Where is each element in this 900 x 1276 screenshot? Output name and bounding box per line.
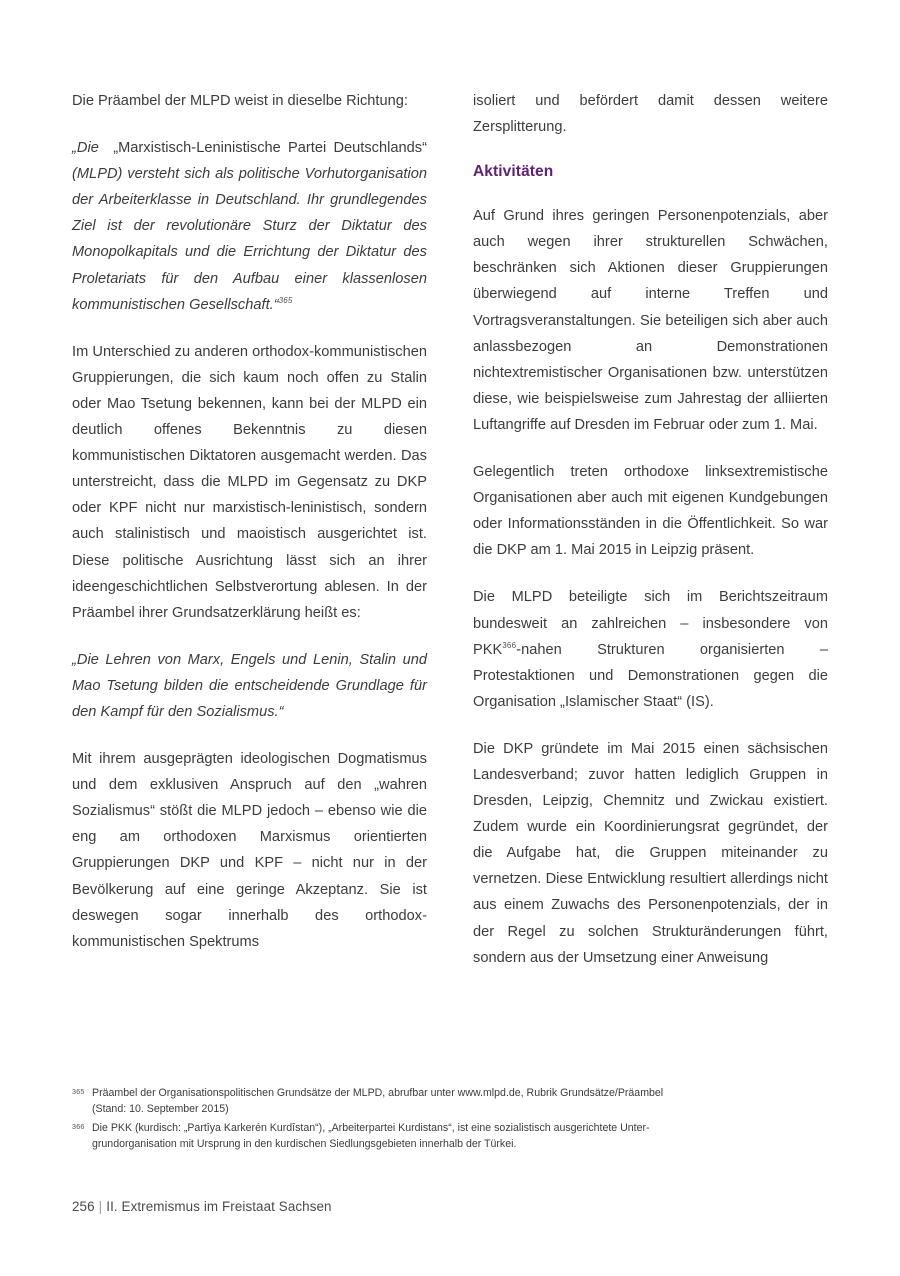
page-number: 256 <box>72 1199 95 1214</box>
paragraph-mlpd-preamble-quote <box>72 135 427 318</box>
quote-open-die: „Die <box>72 140 99 157</box>
footnote-365 <box>72 1086 832 1117</box>
quote-body: (MLPD) versteht sich als politische Vorhutorganisation der Arbeiterklasse in Deutschland. Ihr grundlegendes Ziel ist der revolutionäre Sturz der Diktatur des Monopolkapitals und die Errichtung der Diktatur des Proletariats für den Aufbau einer klassenlosen kommunistischen Gesellschaft.“ <box>72 166 427 313</box>
paragraph-orthodox-comparison: Im Unterschied zu anderen orthodox-kommunistischen Gruppierungen, die sich kaum noch offen zu Stalin oder Mao Tsetung bekennen, kann bei der MLPD ein deutlich offenes Bekenntnis zu diesen kommunistischen Diktatoren ausgemacht werden. Das unterstreicht, dass die MLPD im Gegensatz zu DKP oder KPF nicht nur marxistisch-leninistisch, sondern auch stalinistisch und maoistisch ausgerichtet ist. Diese politische Ausrichtung lässt sich an ihrer ideengeschichtlichen Selbstverortung ablesen. In der Präambel ihrer Grundsatzerklärung heißt es: <box>72 343 427 621</box>
two-column-body <box>72 88 828 1048</box>
footnote-366-line-2: grundorganisation mit Ursprung in den kurdischen Siedlungsgebieten innerhalb der Türkei. <box>92 1137 517 1150</box>
paragraph-dkp-landesverband: Die DKP gründete im Mai 2015 einen sächsischen Landesverband; zuvor hatten lediglich Gruppen in Dresden, Leipzig, Chemnitz und Zwickau existiert. Zudem wurde ein Koordinierungsrat gegründet, der die Aufgabe hat, die Gruppen miteinander zu vernetzen. Diese Entwicklung resultiert allerdings nicht aus einem Zuwachs des Personenpotenzials, der in der Regel zu solchen Strukturänderungen führt, sondern aus der Umsetzung einer Anweisung <box>473 740 828 966</box>
quote-party-name: „Marxistisch-Leninistische Partei Deutschlands“ <box>113 140 427 157</box>
footer-chapter-title: II. Extremismus im Freistaat Sachsen <box>106 1199 332 1214</box>
paragraph-zersplitterung: isoliert und befördert damit dessen weitere Zersplitterung. <box>473 93 828 136</box>
footnotes-block <box>72 1086 832 1156</box>
footnote-365-line-2: (Stand: 10. September 2015) <box>92 1102 229 1115</box>
right-column <box>473 88 828 1048</box>
paragraph-personenpotenzial: Auf Grund ihres geringen Personenpotenzials, aber auch wegen ihrer strukturellen Schwächen, beschränken sich Aktionen dieser Gruppierungen überwiegend auf interne Treffen und Vortragsveranstaltungen. Sie beteiligen sich aber auch anlassbezogen an Demonstrationen nichtextremistischer Organisationen bzw. unterstützen diese, wie beispielsweise zum Jahrestag der alliierten Luftangriffe auf Dresden im Februar oder zum 1. Mai. <box>473 208 828 433</box>
footnote-366-line-1: Die PKK (kurdisch: „Partîya Karkerén Kurdîstan“), „Arbeiterpartei Kurdistans“, ist eine sozialistisch ausgerichtete Unter- <box>92 1122 650 1135</box>
pkk-sentence-part1: Die MLPD beteiligte sich im Berichtszeitraum bundesweit an zahlreichen – insbesondere von PKK <box>473 589 828 658</box>
paragraph-kundgebungen: Gelegentlich treten orthodoxe linksextremistische Organisationen aber auch mit eigenen Kundgebungen oder Informationsständen in die Öffentlichkeit. So war die DKP am 1. Mai 2015 in Leipzig präsent. <box>473 464 828 559</box>
footnote-number-365: 365 <box>72 1087 85 1096</box>
footnote-marker-366: 366 <box>502 640 517 650</box>
footnote-marker-365: 365 <box>278 295 293 305</box>
page-footer <box>72 1198 332 1216</box>
paragraph-intro: Die Präambel der MLPD weist in dieselbe Richtung: <box>72 93 408 109</box>
footnote-number-366: 366 <box>72 1122 85 1132</box>
paragraph-grundsatzerklaerung-quote: „Die Lehren von Marx, Engels und Lenin, Stalin und Mao Tsetung bilden die entscheidende Grundlage für den Kampf für den Sozialismus.“ <box>72 651 427 720</box>
section-heading-aktivitaeten: Aktivitäten <box>473 163 554 181</box>
paragraph-mlpd-protestaktionen <box>473 584 828 714</box>
footnote-366 <box>72 1121 832 1152</box>
footer-separator: | <box>98 1199 103 1214</box>
paragraph-dogmatismus: Mit ihrem ausgeprägten ideologischen Dogmatismus und dem exklusiven Anspruch auf den „wahren Sozialismus“ stößt die MLPD jedoch – ebenso wie die eng am orthodoxen Marxismus orientierten Gruppierungen DKP und KPF – nicht nur in der Bevölkerung auf eine geringe Akzeptanz. Sie ist deswegen sogar innerhalb des orthodox-kommunistischen Spektrums <box>72 751 427 950</box>
left-column <box>72 88 427 1048</box>
footnote-365-line-1: Präambel der Organisationspolitischen Grundsätze der MLPD, abrufbar unter www.mlpd.de, Rubrik Grundsätze/Präambel <box>92 1087 664 1099</box>
pkk-sentence-part2: -nahen Strukturen organisierten – Protestaktionen und Demonstrationen gegen die Organisation „Islamischer Staat“ (IS). <box>473 641 828 710</box>
